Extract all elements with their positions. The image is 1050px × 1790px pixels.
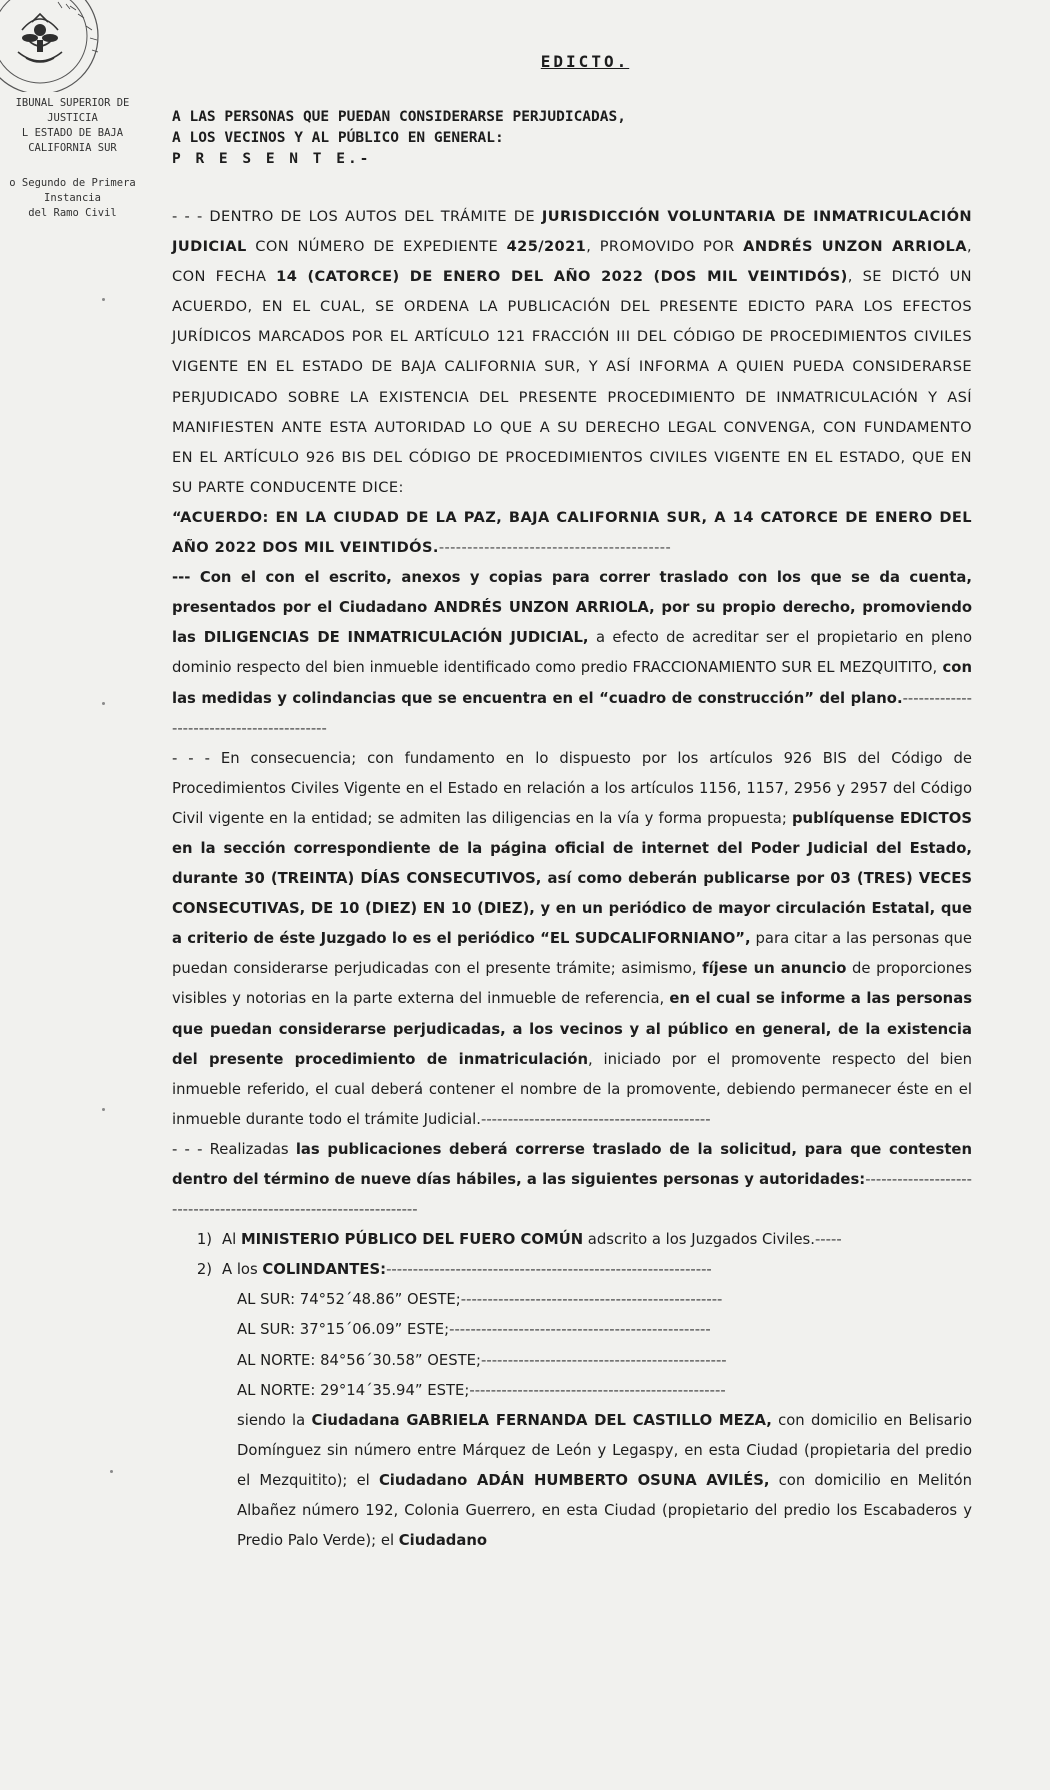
transfer-text-bold: las publicaciones deberá correrse traslado de la solicitud, para que contesten dentro del término de nueve días hábiles, a las siguientes personas y autoridades: — [172, 1140, 972, 1188]
list-item — [172, 1225, 972, 1255]
coordinate-text: AL NORTE: 29°14´35.94” ESTE; — [237, 1381, 470, 1399]
filing-text: a efecto de acreditar ser el propietario en pleno dominio respecto del bien inmueble identificado como predio FRACCIONAMIENTO SUR EL MEZQUITITO, — [172, 629, 973, 677]
consequence-text: para citar a las personas que puedan considerarse perjudicadas con el presente trámite; asimismo, — [172, 930, 973, 978]
mexican-coat-of-arms-seal — [0, 0, 104, 92]
filing-text-bold: con las medidas y colindancias que se encuentra en el “cuadro de construcción” del plano. — [172, 659, 972, 707]
coordinate-text: AL SUR: 74°52´48.86” OESTE; — [237, 1291, 461, 1309]
neighbors-label: COLINDANTES: — [262, 1261, 387, 1279]
intro-text: , CON FECHA — [172, 238, 972, 286]
boundary-coordinate — [172, 1346, 972, 1376]
coordinate-text: AL NORTE: 84°56´30.58” OESTE; — [237, 1351, 482, 1369]
list-text: adscrito a los Juzgados Civiles. — [583, 1231, 815, 1249]
neighbors-text: con domicilio en Belisario Domínguez sin número entre Márquez de León y Legaspy, en esta Ciudad (propietaria del predio el Mezquitito); el — [237, 1411, 972, 1489]
list-text: A los — [222, 1261, 263, 1279]
list-item — [172, 1255, 972, 1285]
consequence-text: - - - En consecuencia; con fundamento en lo dispuesto por los artículos 926 BIS del Código de Procedimientos Civiles Vigente en el Estado en relación a los artículos 1156, 1157, 2956 y 2957 del Código Civil vigente en la entidad; se admiten las diligencias en la vía y forma propuesta; — [172, 749, 972, 827]
intro-text: , PROMOVIDO POR — [586, 238, 744, 256]
court-name-line-7: Instancia — [44, 192, 101, 204]
filler-dashes: ---------------------------------------------- — [481, 1351, 727, 1369]
filing-text-bold: --- Con el con el escrito, anexos y copias para correr traslado con los que se da cuenta, presentados por el Ciudadano ANDRÉS UNZON ARRIOLA, por su propio derecho, promoviendo las DILIGENCIAS DE INMATRICULACIÓN JUDICIAL, — [172, 569, 972, 647]
intro-text: - - - DENTRO DE LOS AUTOS DEL TRÁMITE DE — [172, 208, 542, 225]
transfer-text: - - - Realizadas — [172, 1140, 296, 1158]
filler-dashes: ----- — [814, 1231, 842, 1249]
neighbor-name: Ciudadana GABRIELA FERNANDA DEL CASTILLO MEZA, — [311, 1411, 772, 1429]
consequence-text: , iniciado por el promovente respecto del bien inmueble referido, el cual deberá contener el nombre de la promovente, debiendo permanecer éste en el inmueble durante todo el trámite Judicial. — [172, 1050, 973, 1128]
consequence-text: de proporciones visibles y notorias en la parte externa del inmueble de referencia, — [172, 960, 972, 1008]
court-name-line-3: L ESTADO DE BAJA — [21, 127, 124, 139]
boundary-coordinate — [172, 1376, 972, 1406]
addressees — [172, 107, 932, 170]
filler-dashes: ------------------------------------------------- — [460, 1291, 723, 1309]
boundary-coordinate — [172, 1285, 972, 1315]
agreement-date: 14 (CATORCE) DE ENERO DEL AÑO 2022 (DOS MIL VEINTIDÓS) — [276, 268, 848, 286]
filler-dashes: ------------------------------------------------------------------ — [172, 1171, 972, 1219]
court-name-line-8: del Ramo Civil — [28, 207, 117, 219]
neighbors-text: siendo la — [237, 1411, 312, 1429]
filler-dashes: ----------------------------------------- — [438, 539, 672, 557]
list-number: 1) — [196, 1231, 212, 1249]
case-number: 425/2021 — [506, 238, 587, 256]
notice-content: en el cual se informe a las personas que puedan considerarse perjudicadas, a los vecinos y al público en general, de la existencia del presente procedimiento de inmatriculación — [172, 990, 972, 1068]
addressee-line-2: A LOS VECINOS Y AL PÚBLICO EN GENERAL: — [172, 130, 504, 146]
boundary-coordinate — [172, 1315, 972, 1345]
list-number: 2) — [196, 1261, 212, 1279]
intro-text: , SE DICTÓ UN ACUERDO, EN EL CUAL, SE ORDENA LA PUBLICACIÓN DEL PRESENTE EDICTO PARA LOS EFECTOS JURÍDICOS MARCADOS POR EL ARTÍCULO 121 FRACCIÓN III DEL CÓDIGO DE PROCEDIMIENTOS CIVILES VIGENTE EN EL ESTADO DE BAJA CALIFORNIA SUR, Y ASÍ INFORMA A QUIEN PUEDA CONSIDERARSE PERJUDICADO SOBRE LA EXISTENCIA DEL PRESENTE PROCEDIMIENTO DE INMATRICULACIÓN Y ASÍ MANIFIESTEN ANTE ESTA AUTORIDAD LO QUE A SU DERECHO LEGAL CONVENGA, CON FUNDAMENTO EN EL ARTÍCULO 926 BIS DEL CÓDIGO DE PROCEDIMIENTOS CIVILES VIGENTE EN EL ESTADO, QUE EN SU PARTE CONDUCENTE DICE: — [172, 268, 972, 496]
paragraph-filing — [172, 563, 972, 744]
filler-dashes: ------------------------------------------- — [481, 1110, 711, 1128]
paragraph-intro — [172, 202, 972, 503]
court-name-line-1: IBUNAL SUPERIOR DE — [15, 97, 130, 109]
neighbors-text: con domicilio en Melitón Albañez número 192, Colonia Guerrero, en esta Ciudad (propietario del predio los Escabaderos y Predio Palo Verde); el — [237, 1471, 972, 1550]
intro-text: CON NÚMERO DE EXPEDIENTE — [246, 238, 507, 256]
paragraph-agreement-heading — [172, 503, 972, 563]
neighbor-name: Ciudadano ADÁN HUMBERTO OSUNA AVILÉS, — [378, 1471, 770, 1489]
filler-dashes: ------------------------------------------------------------- — [386, 1261, 712, 1279]
neighbor-name: Ciudadano — [398, 1532, 488, 1550]
filler-dashes: ------------------------------------------------ — [469, 1381, 726, 1399]
court-name-line-6: o Segundo de Primera — [9, 177, 136, 189]
filler-dashes: ------------------------------------------------- — [449, 1321, 711, 1339]
document-title: EDICTO. — [540, 52, 630, 71]
paragraph-transfer — [172, 1135, 972, 1225]
addressee-line-3: P R E S E N T E.- — [172, 151, 372, 167]
promoter-name: ANDRÉS UNZON ARRIOLA — [743, 238, 967, 256]
neighbors-detail — [172, 1406, 972, 1556]
document-body — [172, 202, 972, 1556]
court-name-line-4: CALIFORNIA SUR — [28, 142, 117, 154]
procedure-name: JURISDICCIÓN VOLUNTARIA DE INMATRICULACIÓN JUDICIAL — [172, 208, 972, 256]
coordinate-text: AL SUR: 37°15´06.09” ESTE; — [237, 1321, 450, 1339]
agreement-heading: “ACUERDO: EN LA CIUDAD DE LA PAZ, BAJA CALIFORNIA SUR, A 14 CATORCE DE ENERO DEL AÑO 2022 DOS MIL VEINTIDÓS. — [172, 508, 972, 557]
notice-order: fíjese un anuncio — [702, 960, 847, 978]
paragraph-consequence — [172, 744, 972, 1135]
filler-dashes: ------------------------------------------ — [172, 689, 972, 737]
list-text: Al — [222, 1231, 241, 1249]
authorities-list — [172, 1225, 972, 1556]
addressee-line-1: A LAS PERSONAS QUE PUEDAN CONSIDERARSE PERJUDICADAS, — [172, 109, 626, 125]
court-sidebar — [0, 96, 145, 221]
court-name-line-2: JUSTICIA — [47, 112, 98, 124]
publication-order: publíquense EDICTOS en la sección correspondiente de la página oficial de internet del Poder Judicial del Estado, durante 30 (TREINTA) DÍAS CONSECUTIVOS, así como deberán publicarse por 03 (TRES) VECES CONSECUTIVAS, DE 10 (DIEZ) EN 10 (DIEZ), y en un periódico de mayor circulación Estatal, que a criterio de éste Juzgado lo es el periódico “EL SUDCALIFORNIANO”, — [172, 809, 972, 948]
public-ministry: MINISTERIO PÚBLICO DEL FUERO COMÚN — [240, 1231, 584, 1249]
